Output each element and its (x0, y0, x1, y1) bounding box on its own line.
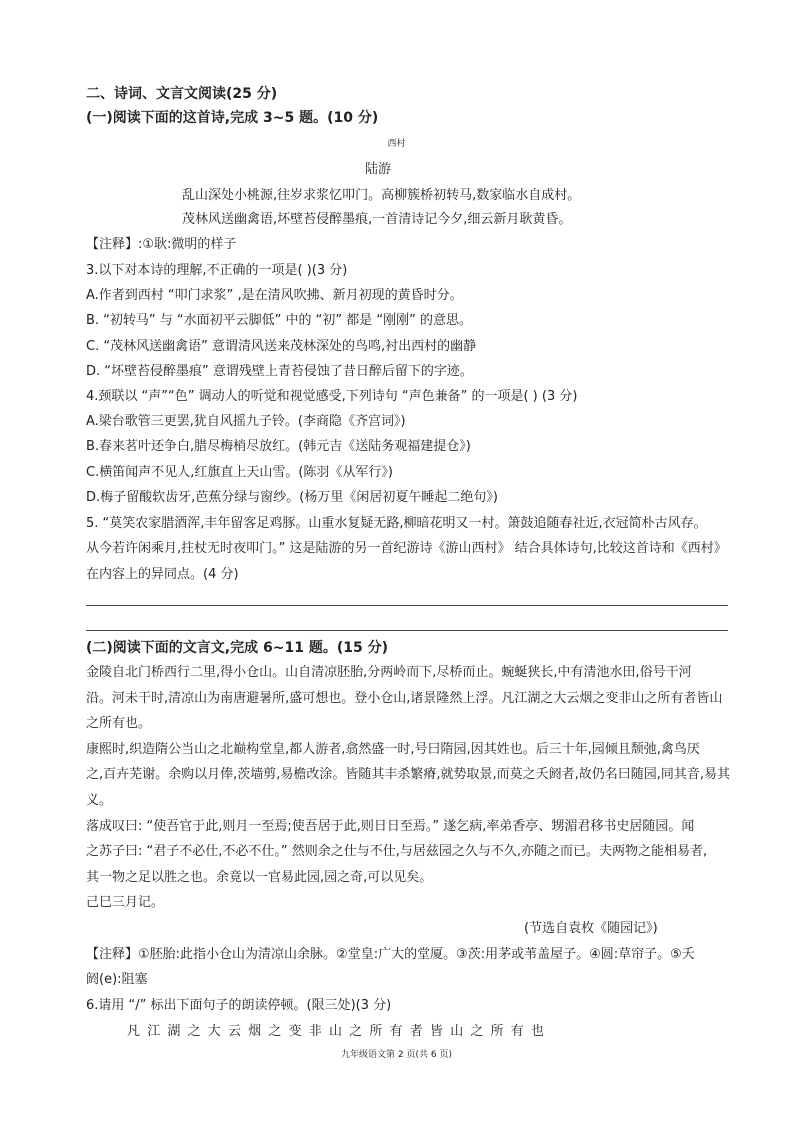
question-3-option-a: A.作者到西村 “叩门求浆” ,是在清风吹拂、新月初现的黄昏时分。 (86, 288, 463, 303)
question-3-option-c: C. “茂林风送幽禽语” 意谓清风送来茂林深处的鸟鸣,衬出西村的幽静 (86, 339, 477, 354)
poem-author: 陆游 (365, 162, 392, 177)
question-4-option-a: A.梁台歌管三更罢,犹自风摇九子铃。(李商隐《齐宫词》) (86, 414, 406, 429)
passage-note-line-1: 【注释】①胚胎:此指小仓山为清凉山余脉。②堂皇:广大的堂厦。③茨:用茅或苇盖屋子。④圆:草帘子。⑤夭 (86, 947, 695, 962)
passage-source: (节选自袁枚《随园记》) (524, 921, 658, 936)
part2-heading: (二)阅读下面的文言文,完成 6~11 题。(15 分) (86, 640, 388, 656)
question-5-line-3: 在内容上的异同点。(4 分) (86, 567, 239, 582)
poem-title: 西村 (387, 139, 406, 149)
question-3-option-b: B. “初转马” 与 “水面初平云脚低” 中的 “初” 都是 “刚刚” 的意思。 (86, 313, 472, 328)
section-heading: 二、诗词、文言文阅读(25 分) (86, 86, 278, 102)
question-4-option-b: B.春来茗叶还争白,腊尽梅梢尽放红。(韩元吉《送陆务观福建提仓》) (86, 439, 471, 454)
passage-line-3: 之所有也。 (86, 716, 152, 731)
passage-line-2: 沿。河未干时,清凉山为南唐避暑所,盛可想也。登小仓山,诸景隆然上浮。凡江湖之大云烟之变非山之所有者皆山 (86, 691, 723, 706)
question-3-option-d: D. “坏壁苔侵醉墨痕” 意谓残壁上青苔侵蚀了昔日醉后留下的字迹。 (86, 364, 473, 379)
question-5-line-1: 5. “莫笑农家腊酒浑,丰年留客足鸡豚。山重水复疑无路,柳暗花明又一村。箫鼓追随春社近,衣冠简朴古风存。 (86, 516, 707, 531)
poem-line-1: 乱山深处小桃源,往岁求浆忆叩门。高柳簇桥初转马,数家临水自成村。 (182, 188, 581, 203)
passage-line-5: 之,百卉芜谢。余购以月俸,茨墙剪,易檐改涂。皆随其丰杀繁瘠,就势取景,而莫之夭阏者,故仍名曰随园,同其音,易其 (86, 767, 731, 782)
passage-line-6: 义。 (86, 793, 113, 808)
question-6-sentence: 凡江湖之大云烟之变非山之所有者皆山之所有也 (127, 1024, 552, 1039)
passage-line-9: 其一物之足以胜之也。余竟以一官易此园,园之奇,可以见矣。 (86, 870, 433, 885)
answer-line-1[interactable] (86, 605, 728, 606)
poem-line-2: 茂林风送幽禽语,坏壁苔侵醉墨痕,一首清诗记今夕,细云新月耿黄昏。 (182, 212, 572, 227)
poem-note: 【注释】:①耿:微明的样子 (86, 237, 237, 252)
part1-heading: (一)阅读下面的这首诗,完成 3~5 题。(10 分) (86, 110, 379, 126)
question-4-stem: 4.颈联以 “声”“色” 调动人的听觉和视觉感受,下列诗句 “声色兼备” 的一项是( ) (3 分) (86, 389, 578, 404)
passage-line-10: 己巳三月记。 (86, 895, 165, 910)
passage-line-1: 金陵自北门桥西行二里,得小仓山。山自清凉胚胎,分两岭而下,尽桥而止。蜿蜒狭长,中有清池水田,俗号干河 (86, 665, 692, 680)
passage-note-line-2: 阏(e):阻塞 (86, 972, 148, 987)
page-footer: 九年级语文第 2 页(共 6 页) (341, 1050, 452, 1060)
passage-line-4: 康熙时,织造隋公当山之北巅构堂皇,都人游者,翕然盛一时,号曰隋园,因其姓也。后三十年,园倾且颓弛,禽鸟厌 (86, 742, 700, 757)
passage-line-8: 之苏子曰: “君子不必仕,不必不仕。” 然则余之仕与不仕,与居兹园之久与不久,亦随之而已。夫两物之能相易者, (86, 844, 708, 859)
question-4-option-d: D.梅子留酸软齿牙,芭蕉分绿与窗纱。(杨万里《闲居初夏午睡起二绝句》) (86, 490, 498, 505)
question-3-stem: 3.以下对本诗的理解,不正确的一项是( )(3 分) (86, 263, 348, 278)
answer-line-2[interactable] (86, 630, 728, 631)
passage-line-7: 落成叹曰: “使吾官于此,则月一至焉;使吾居于此,则日日至焉。” 遂乞病,率弟香亭、甥湄君移书史居随园。闻 (86, 819, 695, 834)
question-5-line-2: 从今若许闲乘月,拄杖无时夜叩门。” 这是陆游的另一首纪游诗《游山西村》 结合具体诗句,比较这首诗和《西村》 (86, 541, 727, 556)
question-6-stem: 6.请用 “/” 标出下面句子的朗读停顿。(限三处)(3 分) (86, 998, 392, 1013)
question-4-option-c: C.横笛闻声不见人,红旗直上天山雪。(陈羽《从军行》) (86, 465, 393, 480)
